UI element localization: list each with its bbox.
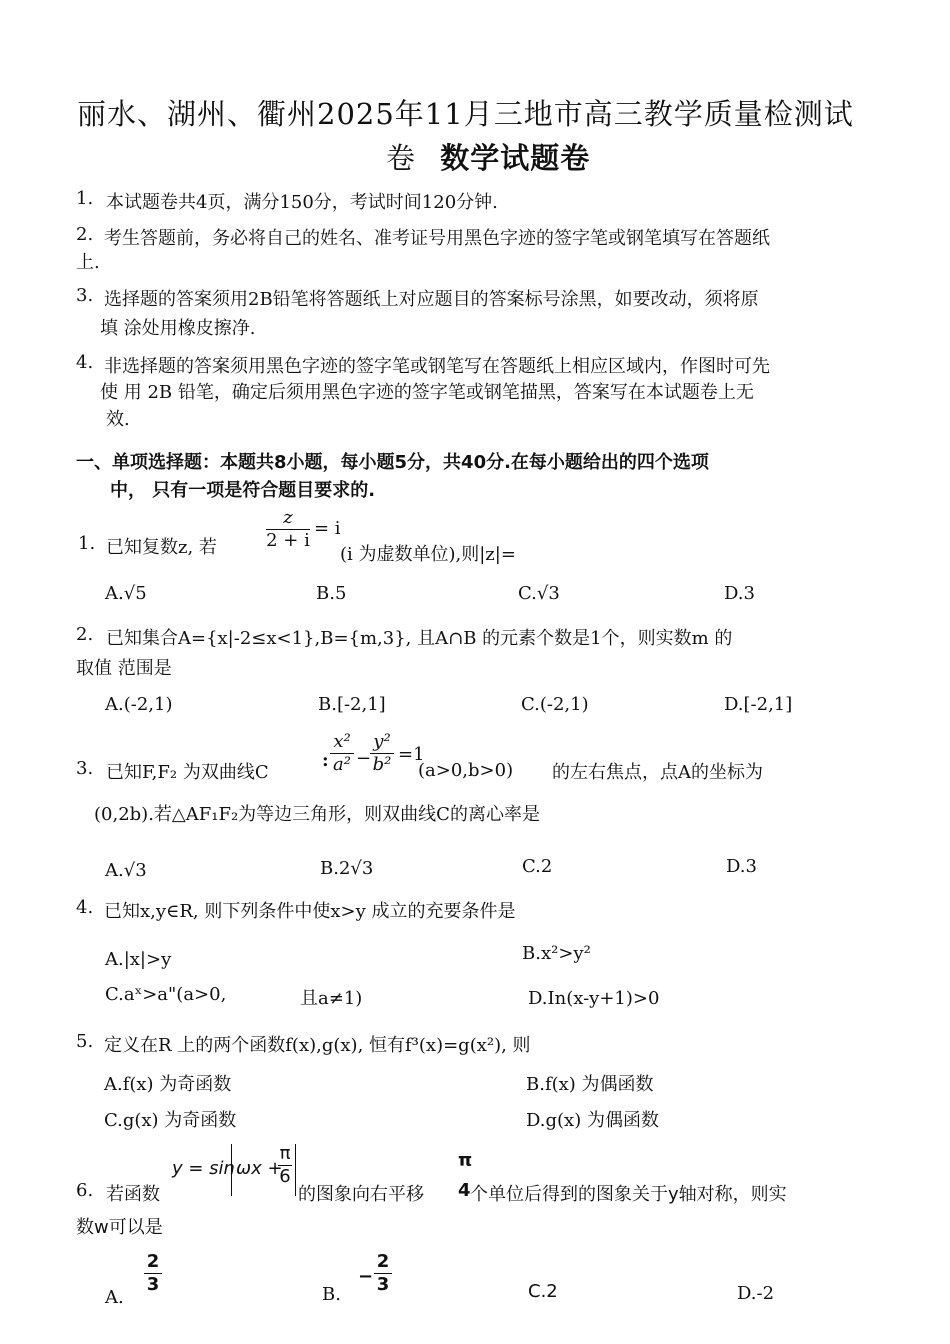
- title-continuation: 卷: [386, 141, 417, 175]
- note-text: 本试题卷共4页，满分150分，考试时间120分钟.: [106, 192, 498, 213]
- question-stem-cont: 的左右焦点，点A的坐标为: [552, 762, 763, 783]
- question-number: 5.: [76, 1031, 94, 1052]
- question-stem: 已知复数z, 若: [106, 537, 217, 558]
- question-stem: 若函数: [106, 1184, 160, 1205]
- question-number: 1.: [78, 533, 96, 554]
- fraction-denominator: 2 + i: [266, 529, 310, 551]
- option-d: D.g(x) 为偶函数: [526, 1110, 659, 1131]
- equals-i: = i: [314, 518, 341, 539]
- option-d: D.[-2,1]: [724, 694, 793, 715]
- note-text-cont: 填 涂处用橡皮擦净.: [100, 318, 256, 339]
- fraction-denominator: 3: [376, 1273, 390, 1295]
- question-number: 4.: [76, 897, 94, 918]
- condition: (a>0,b>0): [418, 760, 514, 781]
- question-number: 6.: [76, 1180, 94, 1201]
- fraction-two-thirds: [144, 1252, 162, 1295]
- fraction-denominator: b²: [372, 753, 392, 775]
- question-number: 3.: [76, 758, 94, 779]
- option-c: C.2: [528, 1281, 558, 1302]
- shift-pi: π: [458, 1150, 473, 1171]
- fraction-numerator: 2: [376, 1251, 390, 1272]
- option-c: C.√3: [518, 583, 560, 604]
- question-stem: 已知x,y∈R, 则下列条件中使x>y 成立的充要条件是: [104, 901, 516, 922]
- question-stem-line2: (0,2b).若△AF₁F₂为等边三角形，则双曲线C的离心率是: [94, 804, 540, 825]
- option-d: D.-2: [737, 1283, 775, 1304]
- minus-sign: −: [358, 1266, 374, 1287]
- question-stem-cont: 取值 范围是: [76, 658, 172, 679]
- option-b: B.: [322, 1284, 341, 1305]
- fraction-numerator: 2: [146, 1251, 160, 1272]
- note-number: 3.: [76, 285, 94, 306]
- note-text: 考生答题前，务必将自己的姓名、准考证号用黑色字迹的签字笔或钢笔填写在答题纸: [104, 228, 770, 249]
- subject-title: 数学试题卷: [440, 141, 591, 175]
- fraction-numerator: z: [283, 507, 293, 528]
- option-a: A.√3: [105, 860, 147, 881]
- colon: :: [322, 750, 329, 771]
- note-text-cont: 效.: [106, 409, 130, 430]
- section-heading: 一、单项选择题：本题共8小题，每小题5分，共40分.在每小题给出的四个选项: [76, 452, 709, 473]
- function-lhs: y = sin: [172, 1158, 235, 1179]
- option-c-cont: 且a≠1): [300, 988, 363, 1009]
- fraction-y2-over-b2: [370, 732, 394, 775]
- option-c: C.g(x) 为奇函数: [104, 1110, 237, 1131]
- minus-sign: −: [356, 748, 372, 769]
- page-title-line2: [386, 136, 590, 177]
- page-title: 丽水、湖州、衢州2025年11月三地市高三教学质量检测试: [77, 97, 854, 131]
- note-number: 1.: [76, 188, 94, 209]
- shift-four: 4: [458, 1180, 471, 1201]
- abs-bar-right: [295, 1144, 296, 1196]
- option-c: C.(-2,1): [521, 694, 589, 715]
- question-stem: 已知集合A={x|-2≤x<1},B={m,3}, 且A∩B 的元素个数是1个，则实数m 的: [106, 628, 733, 649]
- fraction-x2-over-a2: [330, 732, 354, 775]
- note-number: 2.: [76, 224, 94, 245]
- question-stem-line2: 数w可以是: [76, 1217, 163, 1238]
- question-stem: 定义在R 上的两个函数f(x),g(x), 恒有f³(x)=g(x²), 则: [104, 1035, 531, 1056]
- option-d: D.In(x-y+1)>0: [528, 988, 660, 1009]
- fraction-denominator: 6: [279, 1165, 291, 1187]
- option-c: C.aˣ>a"(a>0,: [105, 984, 227, 1005]
- note-text-cont: 上.: [76, 252, 100, 273]
- question-number: 2.: [76, 624, 94, 645]
- question-stem-cont: (i 为虚数单位),则|z|=: [340, 544, 516, 565]
- fraction-pi-over-6: [278, 1144, 292, 1187]
- section-heading-cont: 中， 只有一项是符合题目要求的.: [110, 480, 376, 501]
- equals-one: =1: [398, 744, 425, 765]
- fraction-numerator: π: [279, 1143, 291, 1164]
- option-c: C.2: [522, 856, 553, 877]
- fraction-z-over-2-plus-i: [266, 508, 310, 551]
- option-a: A.: [105, 1287, 124, 1308]
- option-a: A.|x|>y: [105, 949, 172, 970]
- abs-bar-left: [231, 1144, 232, 1196]
- note-text: 选择题的答案须用2B铅笔将答题纸上对应题目的答案标号涂黑，如要改动，须将原: [104, 289, 759, 310]
- question-stem-cont2: 个单位后得到的图象关于y轴对称，则实: [470, 1184, 787, 1205]
- option-a: A.(-2,1): [105, 694, 173, 715]
- option-d: D.3: [726, 856, 757, 877]
- note-text: 非选择题的答案须用黑色字迹的签字笔或钢笔写在答题纸上相应区域内，作图时可先: [104, 356, 770, 377]
- fraction-neg-two-thirds: [374, 1252, 392, 1295]
- option-b: B.f(x) 为偶函数: [526, 1074, 654, 1095]
- question-stem: 已知F,F₂ 为双曲线C: [106, 762, 269, 783]
- option-d: D.3: [724, 583, 755, 604]
- fraction-numerator: y²: [373, 731, 391, 752]
- option-a: A.√5: [105, 583, 147, 604]
- option-b: B.[-2,1]: [318, 694, 386, 715]
- fraction-denominator: a²: [333, 753, 351, 775]
- option-b: B.5: [316, 583, 347, 604]
- function-inner: ωx +: [236, 1158, 283, 1179]
- option-b: B.x²>y²: [522, 943, 591, 964]
- option-a: A.f(x) 为奇函数: [104, 1074, 232, 1095]
- fraction-numerator: x²: [333, 731, 351, 752]
- question-stem-cont: 的图象向右平移: [298, 1184, 424, 1205]
- fraction-denominator: 3: [146, 1273, 160, 1295]
- option-b: B.2√3: [320, 858, 374, 879]
- note-number: 4.: [76, 352, 94, 373]
- note-text-cont: 使 用 2B 铅笔，确定后须用黑色字迹的签字笔或钢笔描黑，答案写在本试题卷上无: [100, 382, 754, 403]
